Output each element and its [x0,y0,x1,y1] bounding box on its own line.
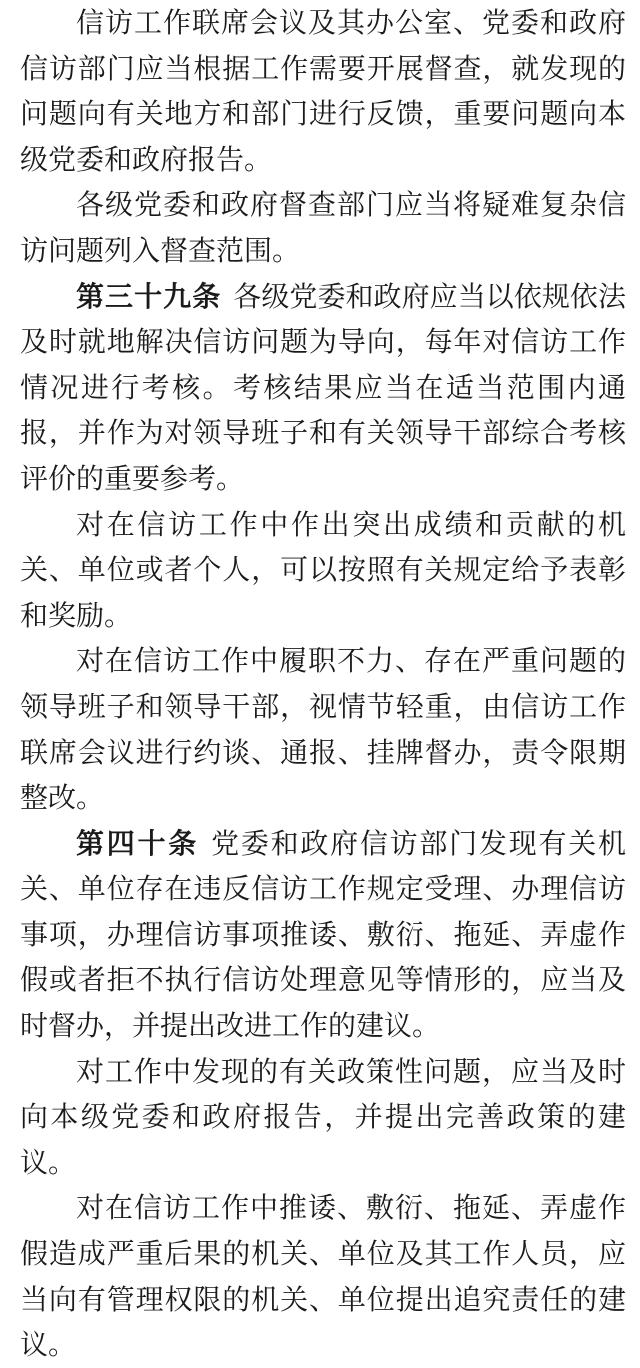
article-39-paragraph [20,274,626,502]
paragraph-2 [20,182,626,273]
paragraph-text: 各级党委和政府应当以依规依法及时就地解决信访问题为导向，每年对信访工作情况进行考核。考核结果应当在适当范围内通报，并作为对领导班子和有关领导干部综合考核评价的重要参考。 [20,279,626,495]
paragraph-text: 对工作中发现的有关政策性问题，应当及时向本级党委和政府报告，并提出完善政策的建议。 [20,1054,626,1179]
paragraph-text: 对在信访工作中推诿、敷衍、拖延、弄虚作假造成严重后果的机关、单位及其工作人员，应当向有管理权限的机关、单位提出追究责任的建议。 [20,1191,626,1362]
paragraph-5 [20,638,626,820]
paragraph-text: 信访工作联席会议及其办公室、党委和政府信访部门应当根据工作需要开展督查，就发现的问题向有关地方和部门进行反馈，重要问题向本级党委和政府报告。 [20,6,626,176]
paragraph-1 [20,0,626,182]
article-39-label: 第三十九条 [76,279,222,313]
paragraph-4 [20,502,626,639]
article-40-paragraph [20,821,626,1049]
paragraph-text: 各级党委和政府督查部门应当将疑难复杂信访问题列入督查范围。 [20,188,626,267]
paragraph-text: 对在信访工作中履职不力、存在严重问题的领导班子和领导干部，视情节轻重，由信访工作联席会议进行约谈、通报、挂牌督办，责令限期整改。 [20,644,626,815]
paragraph-7 [20,1049,626,1186]
article-40-label: 第四十条 [76,826,200,860]
paragraph-text: 党委和政府信访部门发现有关机关、单位存在违反信访工作规定受理、办理信访事项，办理信访事项推诿、敷衍、拖延、弄虚作假或者拒不执行信访处理意见等情形的，应当及时督办，并提出改进工作的建议。 [20,826,626,1043]
paragraph-8 [20,1185,626,1367]
paragraph-text: 对在信访工作中作出突出成绩和贡献的机关、单位或者个人，可以按照有关规定给予表彰和奖励。 [20,507,626,632]
